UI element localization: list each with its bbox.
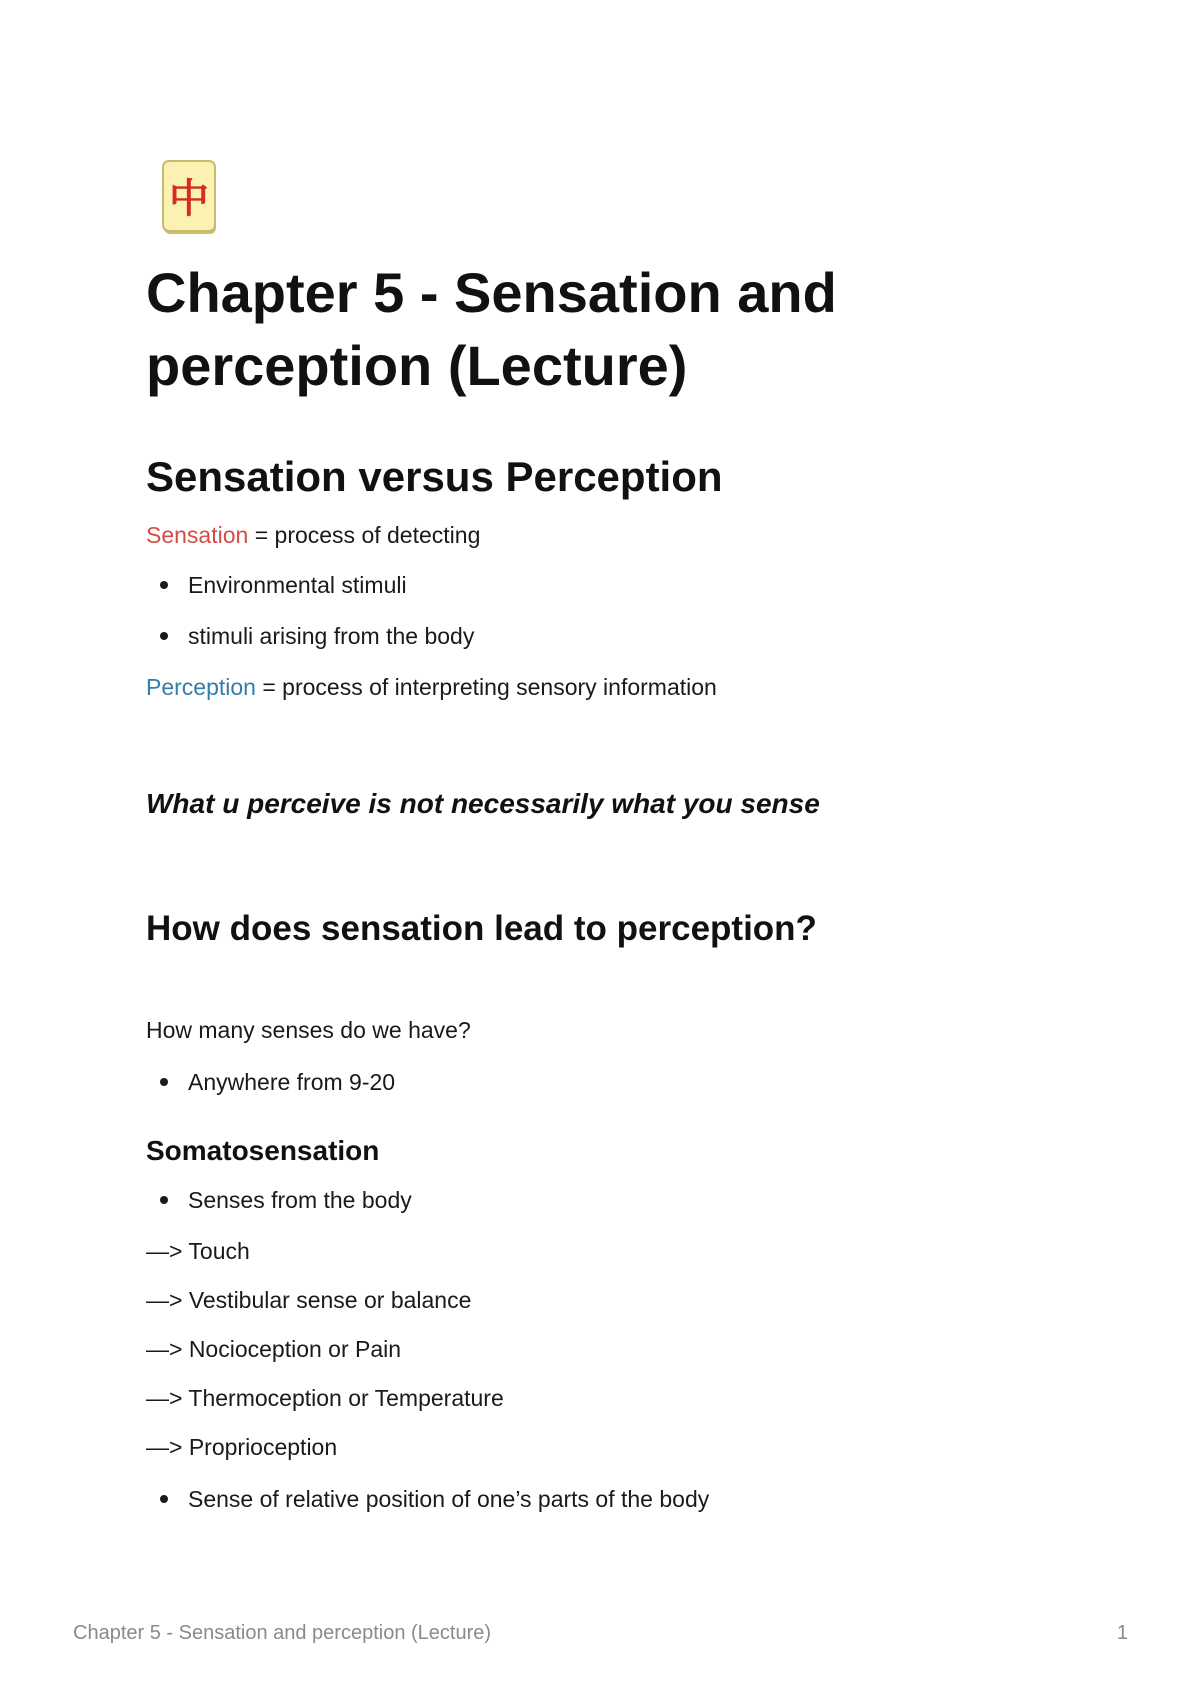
perception-definition-text: = process of interpreting sensory information (255, 674, 717, 700)
senses-question: How many senses do we have? (146, 1017, 471, 1043)
list-item-text: Anywhere from 9-20 (188, 1069, 396, 1095)
list-item-text: Environmental stimuli (188, 572, 407, 598)
list-item (146, 1067, 395, 1097)
page-title-line1: Chapter 5 - Sensation and (146, 261, 837, 324)
list-item (146, 570, 407, 600)
arrow-item-thermoception: —> Thermoception or Temperature (146, 1385, 504, 1411)
list-item-text: Senses from the body (188, 1187, 412, 1213)
arrow-item-nocioception: —> Nocioception or Pain (146, 1336, 402, 1362)
page-title-line2: perception (Lecture) (146, 334, 688, 397)
sensation-definition-text: = process of detecting (248, 522, 481, 548)
sensation-term: Sensation (146, 522, 249, 548)
emphasis-statement: What u perceive is not necessarily what you sense (146, 788, 820, 819)
list-item (146, 621, 474, 651)
arrow-item-vestibular: —> Vestibular sense or balance (146, 1287, 472, 1313)
icon-glyph: 中 (169, 176, 209, 222)
section-heading-sensation-vs-perception: Sensation versus Perception (146, 453, 723, 500)
bullet-icon (160, 1078, 168, 1086)
bullet-icon (160, 581, 168, 589)
list-item (146, 1484, 709, 1514)
sensation-definition (146, 520, 480, 550)
bullet-icon (160, 1495, 168, 1503)
arrow-item-proprioception: —> Proprioception (146, 1434, 338, 1460)
perception-definition (146, 672, 717, 702)
arrow-item-touch: —> Touch (146, 1238, 250, 1264)
mahjong-red-dragon-icon (161, 160, 219, 238)
bullet-icon (160, 1196, 168, 1204)
list-item-text: Sense of relative position of one’s parts of the body (188, 1486, 710, 1512)
section-heading-sensation-to-perception: How does sensation lead to perception? (146, 909, 817, 948)
page-number: 1 (1116, 1622, 1128, 1644)
section-heading-somatosensation: Somatosensation (146, 1135, 380, 1166)
bullet-icon (160, 632, 168, 640)
list-item-text: stimuli arising from the body (188, 623, 475, 649)
list-item (146, 1185, 412, 1215)
footer-title: Chapter 5 - Sensation and perception (Lecture) (73, 1622, 492, 1644)
perception-term: Perception (146, 674, 256, 700)
